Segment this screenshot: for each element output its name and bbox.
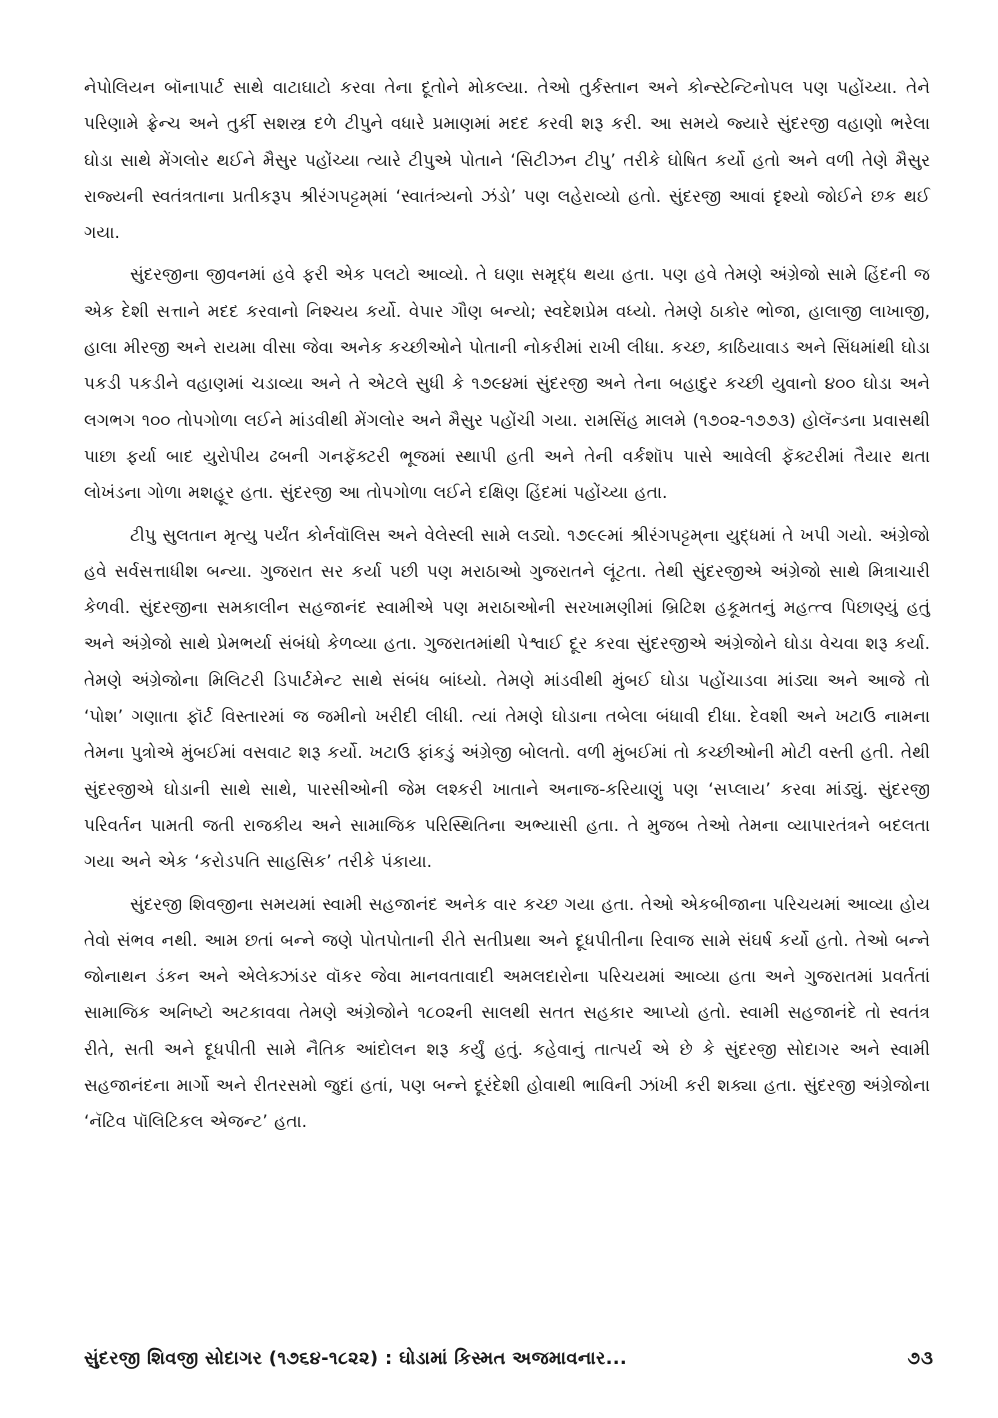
paragraph-4: સુંદરજી શિવજીના સમયમાં સ્વામી સહજાનંદ અનેક વાર કચ્છ ગયા હતા. તેઓ એકબીજાના પરિચયમાં આવ્યા હોય તેવો સંભવ નથી. આમ છતાં બન્ને જણે પોતપોતાની રીતે સતીપ્રથા અને દૂધપીતીના રિવાજ સામે સંઘર્ષ કર્યો હતો. તેઓ બન્ને જોનાથન ડંકન અને એલેક્ઝાંડર વૉકર જેવા માનવતાવાદી અમલદારોના પરિચયમાં આવ્યા હતા અને ગુજરાતમાં પ્રવર્તતાં સામાજિક અનિષ્ટો અટકાવવા તેમણે અંગ્રેજોને ૧૮૦૨ની સાલથી સતત સહકાર આપ્યો હતો. સ્વામી સહજાનંદે તો સ્વતંત્ર રીતે, સતી અને દૂધપીતી સામે નૈતિક આંદોલન શરૂ કર્યું હતું. કહેવાનું તાત્પર્ય એ છે કે સુંદરજી સોદાગર અને સ્વામી સહજાનંદના માર્ગો અને રીતરસમો જુદાં હતાં, પણ બન્ને દૂરંદેશી હોવાથી ભાવિની ઝાંખી કરી શક્યા હતા. સુંદરજી અંગ્રેજોના ‘નૅટિવ પૉલિટિકલ એજન્ટ’ હતા. bbox=[84, 894, 930, 1133]
paragraph-2: સુંદરજીના જીવનમાં હવે ફરી એક પલટો આવ્યો. તે ઘણા સમૃદ્ધ થયા હતા. પણ હવે તેમણે અંગ્રેજો સામે હિંદની જ એક દેશી સત્તાને મદદ કરવાનો નિશ્ચય કર્યો. વેપાર ગૌણ બન્યો; સ્વદેશપ્રેમ વધ્યો. તેમણે ઠાકોર ભોજા, હાલાજી લાખાજી, હાલા મીરજી અને રાયમા વીસા જેવા અનેક કચ્છીઓને પોતાની નોકરીમાં રાખી લીધા. કચ્છ, કાઠિયાવાડ અને સિંધમાંથી ઘોડા પકડી પકડીને વહાણમાં ચડાવ્યા અને તે એટલે સુધી કે ૧૭૯૪માં સુંદરજી અને તેના બહાદુર કચ્છી યુવાનો ૪૦૦ ઘોડા અને લગભગ ૧૦૦ તોપગોળા લઈને માંડવીથી મેંગલોર અને મૈસુર પહોંચી ગયા. રામસિંહ માલમે (૧૭૦૨-૧૭૭૩) હોલૅન્ડના પ્રવાસથી પાછા ફર્યા બાદ યુરોપીય ઢબની ગનફૅક્ટરી ભૂજમાં સ્થાપી હતી અને તેની વર્કશૉપ પાસે આવેલી ફૅક્ટરીમાં તૈયાર થતા લોખંડના ગોળા મશહૂર હતા. સુંદરજી આ તોપગોળા લઈને દક્ષિણ હિંદમાં પહોંચ્યા હતા. bbox=[84, 265, 930, 504]
page-number: ૭૩ bbox=[907, 1347, 934, 1369]
paragraph-3: ટીપુ સુલતાન મૃત્યુ પર્યંત કોર્નવૉલિસ અને વેલેસ્લી સામે લડ્યો. ૧૭૯૯માં શ્રીરંગપટ્ટમ્‌ના યુદ્ધમાં તે ખપી ગયો. અંગ્રેજો હવે સર્વસત્તાધીશ બન્યા. ગુજરાત સર કર્યા પછી પણ મરાઠાઓ ગુજરાતને લૂંટતા. તેથી સુંદરજીએ અંગ્રેજો સાથે મિત્રાચારી કેળવી. સુંદરજીના સમકાલીન સહજાનંદ સ્વામીએ પણ મરાઠાઓની સરખામણીમાં બ્રિટિશ હકૂમતનું મહત્ત્વ પિછાણ્યું હતું અને અંગ્રેજો સાથે પ્રેમભર્યા સંબંધો કેળવ્યા હતા. ગુજરાતમાંથી પેશ્વાઈ દૂર કરવા સુંદરજીએ અંગ્રેજોને ઘોડા વેચવા શરૂ કર્યા. તેમણે અંગ્રેજોના મિલિટરી ડિપાર્ટમેન્ટ સાથે સંબંધ બાંધ્યો. તેમણે માંડવીથી મુંબઈ ઘોડા પહોંચાડવા માંડ્યા અને આજે તો ‘પોશ’ ગણાતા ફૉર્ટ વિસ્તારમાં જ જમીનો ખરીદી લીધી. ત્યાં તેમણે ઘોડાના તબેલા બંધાવી દીધા. દેવશી અને ખટાઉ નામના તેમના પુત્રોએ મુંબઈમાં વસવાટ શરૂ કર્યો. ખટાઉ ફાંકડું અંગ્રેજી બોલતો. વળી મુંબઈમાં તો કચ્છીઓની મોટી વસ્તી હતી. તેથી સુંદરજીએ ઘોડાની સાથે સાથે, પારસીઓની જેમ લશ્કરી ખાતાને અનાજ-કરિયાણું પણ ‘સપ્લાય’ કરવા માંડ્યું. સુંદરજી પરિવર્તન પામતી જતી રાજકીય અને સામાજિક પરિસ્થિતિના અભ્યાસી હતા. તે મુજબ તેઓ તેમના વ્યાપારતંત્રને બદલતા ગયા અને એક ‘કરોડપતિ સાહસિક’ તરીકે પંકાયા. bbox=[84, 525, 930, 873]
running-footer-title: સુંદરજી શિવજી સોદાગર (૧૭૬૪-૧૮૨૨) : ઘોડામાં કિસ્મત અજમાવનાર... bbox=[84, 1347, 627, 1369]
page-footer bbox=[84, 1340, 934, 1376]
page-body bbox=[84, 70, 930, 1147]
paragraph-1: નેપોલિયન બૉનાપાર્ટ સાથે વાટાઘાટો કરવા તેના દૂતોને મોકલ્યા. તેઓ તુર્કસ્તાન અને કોન્સ્ટેન્ટિનોપલ પણ પહોંચ્યા. તેને પરિણામે ફ્રેન્ચ અને તુર્કી સશસ્ત્ર દળે ટીપુને વધારે પ્રમાણમાં મદદ કરવી શરૂ કરી. આ સમયે જ્યારે સુંદરજી વહાણો ભરેલા ઘોડા સાથે મેંગલોર થઈને મૈસુર પહોંચ્યા ત્યારે ટીપુએ પોતાને ‘સિટીઝન ટીપુ’ તરીકે ઘોષિત કર્યો હતો અને વળી તેણે મૈસુર રાજ્યની સ્વતંત્રતાના પ્રતીકરૂપ શ્રીરંગપટ્ટમ્‌માં ‘સ્વાતંત્ર્યનો ઝંડો’ પણ લહેરાવ્યો હતો. સુંદરજી આવાં દૃશ્યો જોઈને છક થઈ ગયા. bbox=[84, 78, 930, 244]
